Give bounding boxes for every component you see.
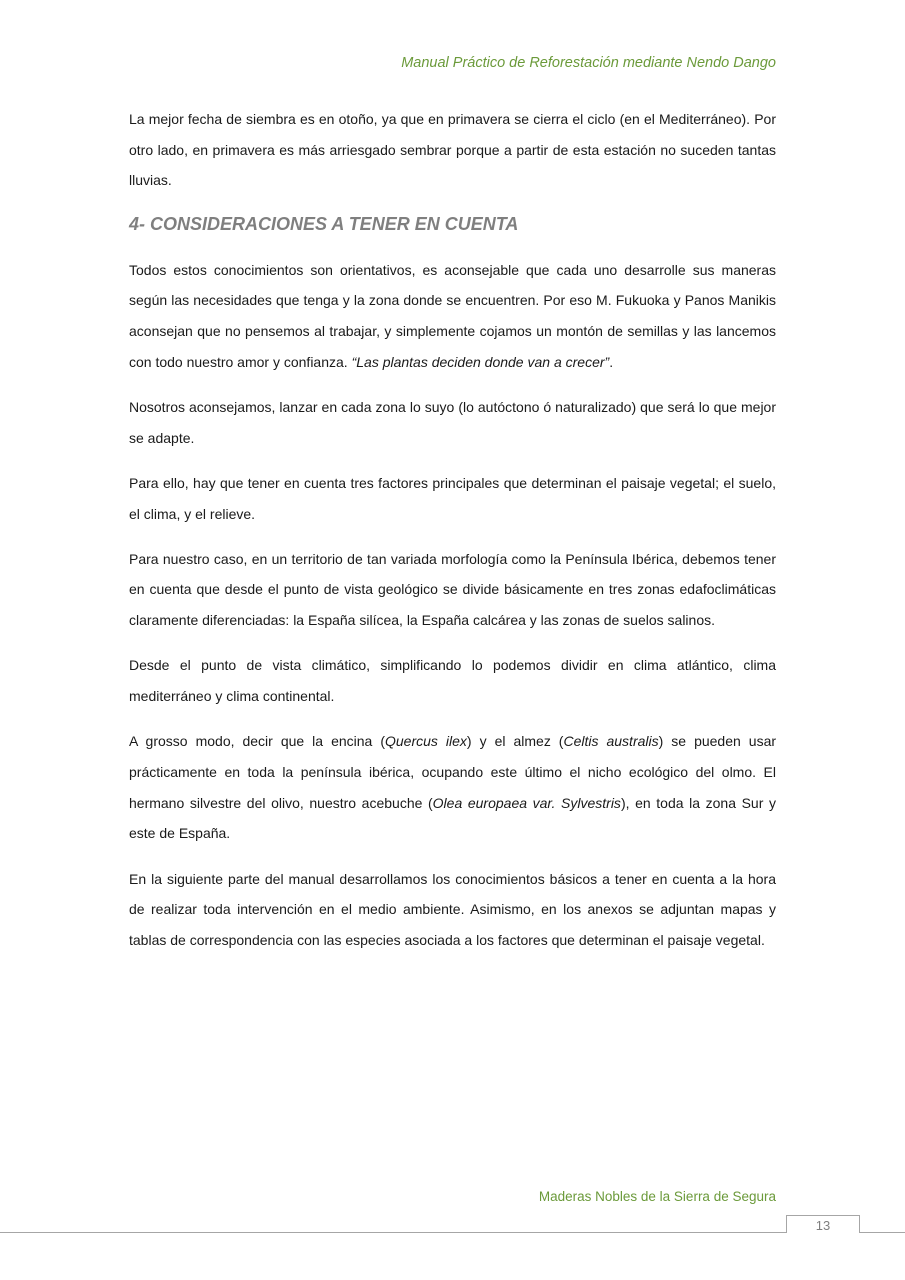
paragraph-3: Para ello, hay que tener en cuenta tres factores principales que determinan el paisaje vegetal; el suelo, el clima, y el relieve. [129,474,776,522]
paragraph-5: Desde el punto de vista climático, simplificando lo podemos dividir en clima atlántico, clima mediterráneo y clima continental. [129,657,776,705]
running-header: Manual Práctico de Reforestación mediante Nendo Dango [401,55,776,71]
species-olea-europaea: Olea europaea var. Sylvestris [432,794,621,811]
page-body [129,104,776,970]
species-quercus-ilex: Quercus ilex [385,733,467,750]
page-number: 13 [786,1215,860,1233]
paragraph-4: Para nuestro caso, en un territorio de tan variada morfología como la Península Ibérica, debemos tener en cuenta que desde el punto de vista geológico se divide básicamente en tres zonas edafoclimáticas claramente diferenciadas: la España silícea, la España calcárea y las zonas de suelos salinos. [129,550,776,629]
paragraph-6-part-g: ), en toda la zona Sur y este de España. [129,794,776,842]
paragraph-1-end: . [609,353,614,370]
intro-paragraph: La mejor fecha de siembra es en otoño, ya que en primavera se cierra el ciclo (en el Mediterráneo). Por otro lado, en primavera es más arriesgado sembrar porque a partir de esta estación no suceden tantas lluvias. [129,111,776,189]
paragraph-7: En la siguiente parte del manual desarrollamos los conocimientos básicos a tener en cuenta a la hora de realizar toda intervención en el medio ambiente. Asimismo, en los anexos se adjuntan mapas y tablas de correspondencia con las especies asociada a los factores que determinan el paisaje vegetal. [129,870,776,948]
paragraph-6 [129,726,776,849]
paragraph-6-part-e: ) se pueden usar prácticamente en toda la península ibérica, ocupando este último el nicho ecológico del olmo. El hermano silvestre del olivo, nuestro acebuche ( [129,733,777,811]
paragraph-1-quote: “Las plantas deciden donde van a crecer” [351,353,610,370]
section-heading: 4- CONSIDERACIONES A TENER EN CUENTA [129,213,519,234]
paragraph-6-part-c: ) y el almez ( [466,733,564,750]
footer-rule [0,1232,905,1233]
paragraph-2: Nosotros aconsejamos, lanzar en cada zona lo suyo (lo autóctono ó naturalizado) que será lo que mejor se adapte. [129,398,776,446]
footer-text: Maderas Nobles de la Sierra de Segura [538,1189,776,1204]
species-celtis-australis: Celtis australis [563,733,659,750]
paragraph-1 [129,255,776,378]
paragraph-1-text: Todos estos conocimientos son orientativos, es aconsejable que cada uno desarrolle sus maneras según las necesidades que tenga y la zona donde se encuentren. Por eso M. Fukuoka y Panos Manikis aconsejan que no pensemos al trabajar, y simplemente cojamos un montón de semillas y las lancemos con todo nuestro amor y confianza. [129,261,776,370]
paragraph-6-part-a: A grosso modo, decir que la encina ( [129,733,385,750]
